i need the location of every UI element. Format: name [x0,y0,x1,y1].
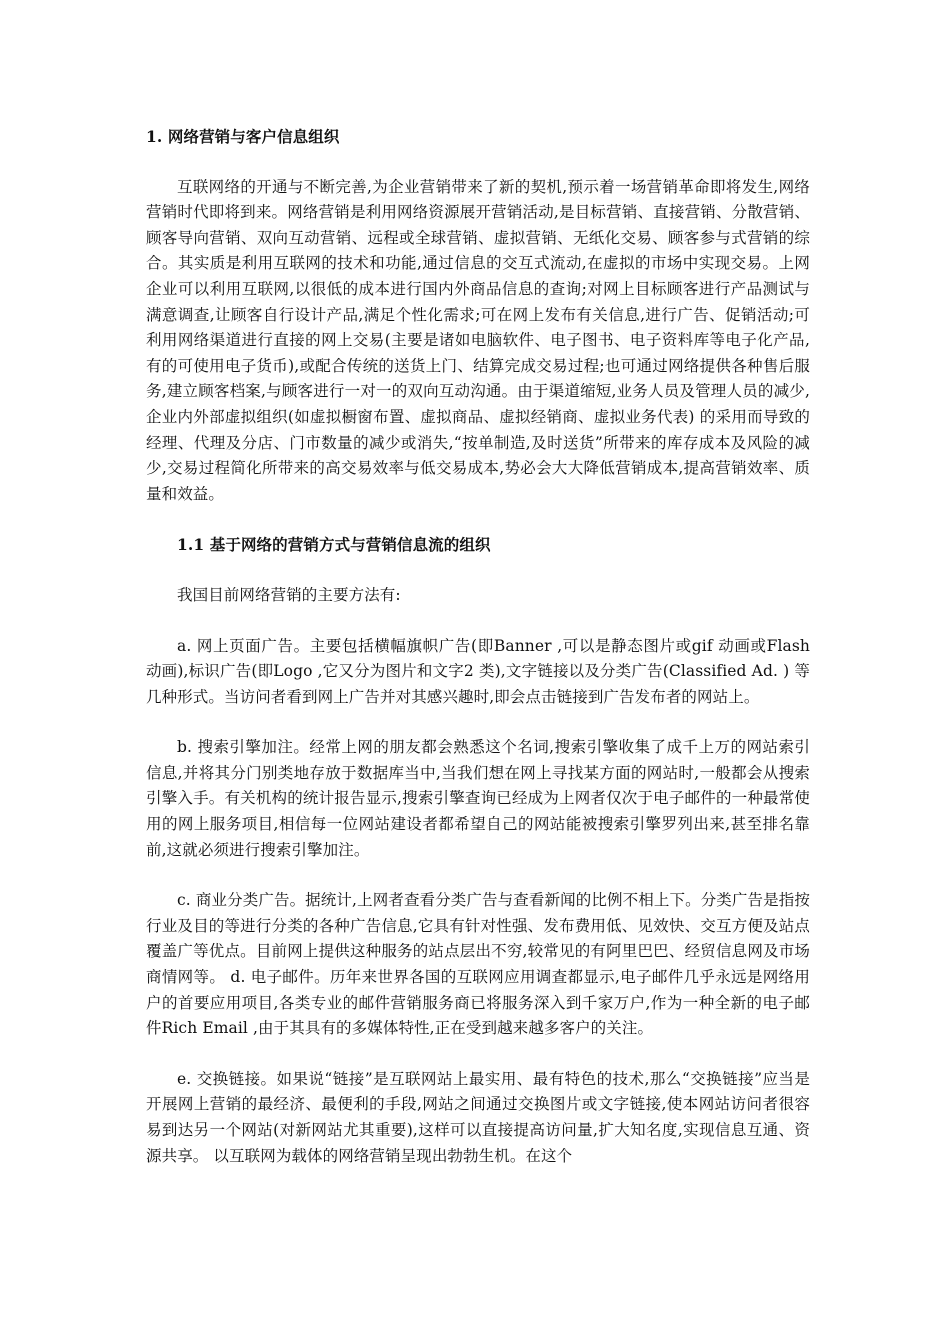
method-a-paragraph: a. 网上页面广告。主要包括横幅旗帜广告(即Banner ,可以是静态图片或gif 动画或Flash 动画),标识广告(即Logo ,它又分为图片和文字2 类),文字链接以及分类广告(Classified Ad. ) 等几种形式。当访问者看到网上广告并对其感兴趣时,即会点击链接到广告发布者的网站上。 [146,636,810,706]
method-b-paragraph: b. 搜索引擎加注。经常上网的朋友都会熟悉这个名词,搜索引擎收集了成千上万的网站索引信息,并将其分门别类地存放于数据库当中,当我们想在网上寻找某方面的网站时,一般都会从搜索引擎入手。有关机构的统计报告显示,搜索引擎查询已经成为上网者仅次于电子邮件的一种最常使用的网上服务项目,相信每一位网站建设者都希望自己的网站能被搜索引擎罗列出来,甚至排名靠前,这就必须进行搜索引擎加注。 [146,738,810,859]
document-page [146,124,810,1194]
method-c-d-paragraph: c. 商业分类广告。据统计,上网者查看分类广告与查看新闻的比例不相上下。分类广告是指按行业及目的等进行分类的各种广告信息,它具有针对性强、发布费用低、见效快、交互方便及站点覆盖广等优点。目前网上提供这种服务的站点层出不穷,较常见的有阿里巴巴、经贸信息网及市场商情网等。 d. 电子邮件。历年来世界各国的互联网应用调查都显示,电子邮件几乎永远是网络用户的首要应用项目,各类专业的邮件营销服务商已将服务深入到千家万户,作为一种全新的电子邮件Rich Email ,由于其具有的多媒体特性,正在受到越来越多客户的关注。 [146,891,810,1038]
methods-intro-paragraph: 我国目前网络营销的主要方法有: [177,585,401,604]
intro-paragraph: 互联网络的开通与不断完善,为企业营销带来了新的契机,预示着一场营销革命即将发生,网络营销时代即将到来。网络营销是利用网络资源展开营销活动,是目标营销、直接营销、分散营销、顾客导向营销、双向互动营销、远程或全球营销、虚拟营销、无纸化交易、顾客参与式营销的综合。其实质是利用互联网的技术和功能,通过信息的交互式流动,在虚拟的市场中实现交易。上网企业可以利用互联网,以很低的成本进行国内外商品信息的查询;对网上目标顾客进行产品测试与满意调查,让顾客自行设计产品,满足个性化需求;可在网上发布有关信息,进行广告、促销活动;可利用网络渠道进行直接的网上交易(主要是诸如电脑软件、电子图书、电子资料库等电子化产品,有的可使用电子货币),或配合传统的送货上门、结算完成交易过程;也可通过网络提供各种售后服务,建立顾客档案,与顾客进行一对一的双向互动沟通。由于渠道缩短,业务人员及管理人员的减少,企业内外部虚拟组织(如虚拟橱窗布置、虚拟商品、虚拟经销商、虚拟业务代表) 的采用而导致的经理、代理及分店、门市数量的减少或消失,“按单制造,及时送货”所带来的库存成本及风险的减少,交易过程简化所带来的高交易效率与低交易成本,势必会大大降低营销成本,提高营销效率、质量和效益。 [146,177,810,503]
subsection-heading: 1.1 基于网络的营销方式与营销信息流的组织 [177,535,491,555]
method-e-paragraph: e. 交换链接。如果说“链接”是互联网站上最实用、最有特色的技术,那么“交换链接”应当是开展网上营销的最经济、最便利的手段,网站之间通过交换图片或文字链接,使本网站访问者很容易到达另一个网站(对新网站尤其重要),这样可以直接提高访问量,扩大知名度,实现信息互通、资源共享。 以互联网为载体的网络营销呈现出勃勃生机。在这个 [146,1069,810,1165]
section-heading: 1. 网络营销与客户信息组织 [146,127,340,146]
